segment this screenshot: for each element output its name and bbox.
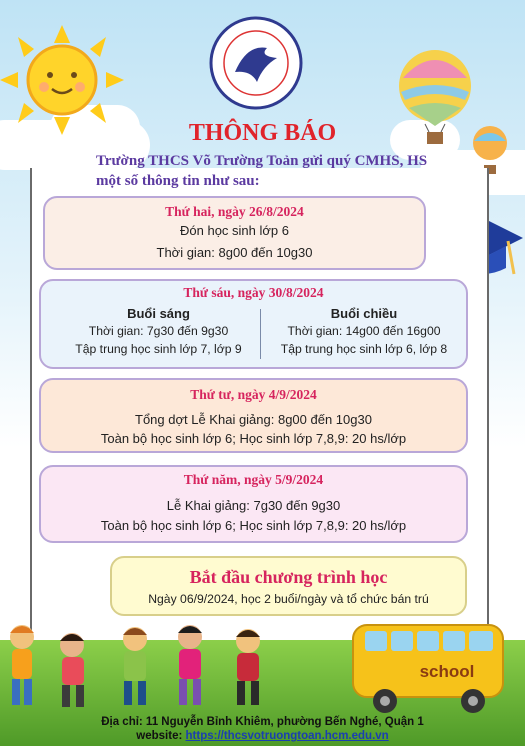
sun-icon [0, 25, 130, 135]
card-date: Thứ tư, ngày 4/9/2024 [190, 387, 317, 402]
schedule-card-1 [43, 196, 426, 270]
schedule-card-2 [39, 279, 468, 369]
intro-line-1: Trường THCS Võ Trường Toản gửi quý CMHS, HS [96, 153, 428, 169]
afternoon-column [264, 306, 464, 356]
column-divider [260, 309, 261, 359]
morning-column [61, 306, 256, 356]
footer-website [0, 730, 525, 742]
website-link[interactable]: https://thcsvotruongtoan.hcm.edu.vn [185, 730, 389, 742]
school-bus-icon [345, 615, 510, 715]
card-line: Thời gian: 8g00 đến 10g30 [156, 245, 313, 260]
card-line: Tổng dợt Lễ Khai giảng: 8g00 đến 10g30 [135, 412, 372, 427]
schedule-card-3 [39, 378, 468, 453]
card-date: Thứ hai, ngày 26/8/2024 [165, 204, 304, 219]
footer-address: Địa chỉ: 11 Nguyễn Bỉnh Khiêm, phường Bến Nghé, Quận 1 [101, 716, 424, 728]
card-date: Thứ năm, ngày 5/9/2024 [183, 472, 324, 487]
start-title: Bắt đầu chương trình học [189, 567, 388, 587]
afternoon-time: Thời gian: 14g00 đến 16g00 [287, 324, 441, 338]
school-logo [207, 14, 305, 112]
morning-time: Thời gian: 7g30 đến 9g30 [88, 324, 229, 338]
card-date: Thứ sáu, ngày 30/8/2024 [183, 285, 324, 300]
afternoon-title: Buổi chiều [330, 306, 398, 321]
school-start-card [110, 556, 467, 616]
intro-line-2: một số thông tin như sau: [96, 173, 260, 189]
card-line: Lễ Khai giảng: 7g30 đến 9g30 [166, 498, 341, 513]
children-illustration [0, 615, 290, 715]
page-title: THÔNG BÁO [188, 120, 337, 146]
bus-text: school [419, 662, 475, 681]
card-line: Toàn bộ học sinh lớp 6; Học sinh lớp 7,8,9: 20 hs/lớp [100, 518, 407, 533]
schedule-card-4 [39, 465, 468, 543]
card-line: Toàn bộ học sinh lớp 6; Học sinh lớp 7,8,9: 20 hs/lớp [100, 431, 407, 446]
morning-detail: Tập trung học sinh lớp 7, lớp 9 [75, 342, 242, 356]
start-detail: Ngày 06/9/2024, học 2 buổi/ngày và tổ chức bán trú [148, 592, 429, 606]
card-line: Đón học sinh lớp 6 [180, 223, 289, 238]
morning-title: Buổi sáng [127, 306, 190, 321]
afternoon-detail: Tập trung học sinh lớp 6, lớp 8 [280, 342, 448, 356]
website-label: website: [136, 730, 186, 742]
